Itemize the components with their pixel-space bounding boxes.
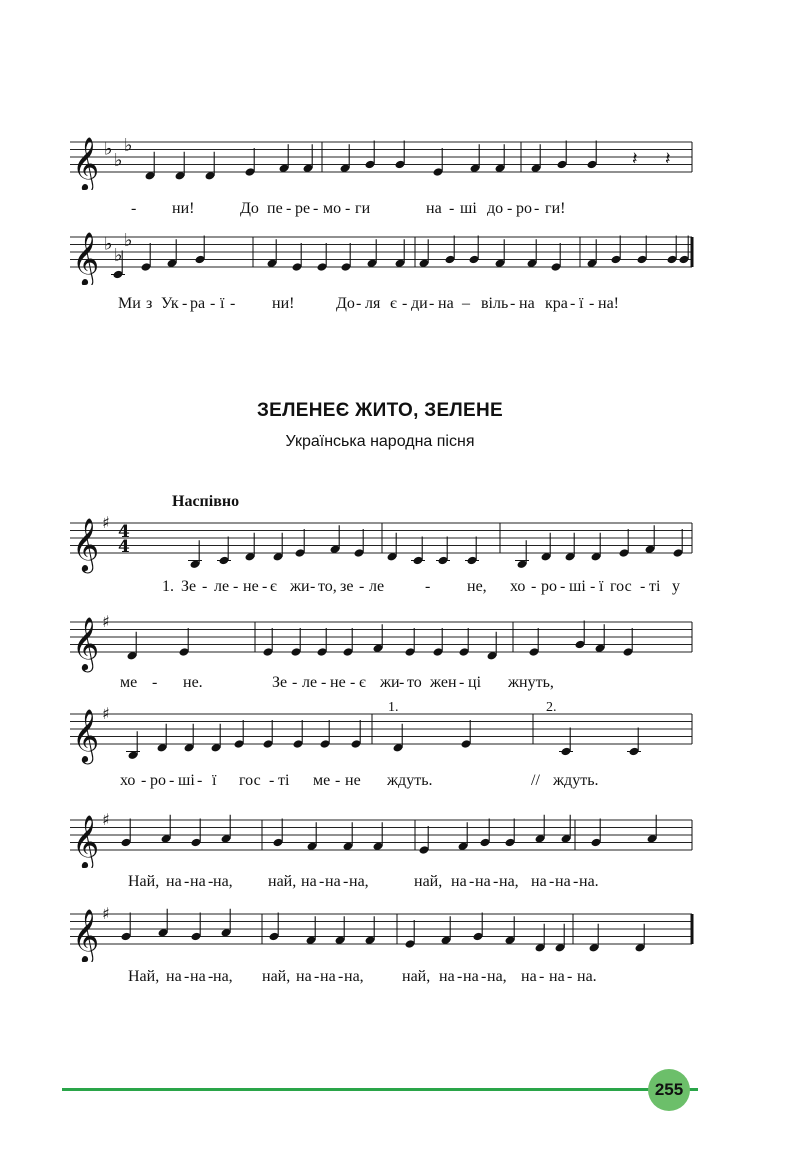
lyric-syllable: ни!	[172, 200, 195, 217]
flat-sign-icon: ♭	[124, 134, 133, 156]
lyric-syllable: -	[560, 578, 566, 595]
lyric-syllable: -	[590, 578, 596, 595]
treble-clef-icon: 𝄞	[72, 231, 100, 285]
lyric-syllable: -	[131, 200, 137, 217]
volta-first-ending: 1.	[388, 700, 399, 715]
lyric-syllable: Зе	[181, 578, 197, 595]
treble-clef-icon: 𝄞	[72, 616, 100, 670]
lyric-syllable: у	[672, 578, 680, 595]
lyric-syllable: -	[481, 968, 487, 985]
lyric-syllable: -	[286, 200, 292, 217]
lyric-syllable: ра	[190, 295, 206, 312]
sharp-sign-icon: ♯	[102, 612, 110, 631]
lyric-syllable: -	[429, 295, 435, 312]
lyric-syllable: жи	[380, 674, 400, 691]
lyric-syllable: -	[184, 968, 190, 985]
sharp-sign-icon: ♯	[102, 904, 110, 923]
song-subtitle: Українська народна пісня	[285, 433, 475, 450]
lyric-syllable: -	[184, 873, 190, 890]
lyric-syllable: ги!	[545, 200, 566, 217]
lyric-syllable: -	[262, 578, 268, 595]
lyric-syllable: на	[166, 968, 182, 985]
treble-clef-icon: 𝄞	[72, 708, 100, 762]
lyrics-line-5	[0, 772, 800, 796]
lyric-syllable: хо	[120, 772, 136, 789]
sharp-sign-icon: ♯	[102, 704, 110, 723]
lyrics-line-4	[0, 674, 800, 698]
lyric-syllable: ші	[460, 200, 477, 217]
staff-line-1	[0, 130, 800, 190]
time-signature-top: 4	[118, 522, 130, 542]
staff-line-4	[0, 608, 800, 673]
staff-4-notation	[0, 608, 800, 673]
lyric-syllable: -	[310, 578, 316, 595]
lyric-syllable: є	[390, 295, 397, 312]
staff-group	[70, 513, 692, 573]
lyric-syllable: на	[320, 968, 336, 985]
lyric-syllable: -	[319, 873, 325, 890]
lyric-syllable: -	[493, 873, 499, 890]
lyric-syllable: на	[519, 295, 535, 312]
lyric-syllable: не,	[467, 578, 487, 595]
treble-clef-icon: 𝄞	[72, 908, 100, 962]
song-title: ЗЕЛЕНЕЄ ЖИТО, ЗЕЛЕНЕ	[256, 400, 504, 421]
lyric-syllable: на,	[499, 873, 519, 890]
staff-group	[70, 612, 692, 672]
lyric-syllable: на,	[213, 968, 233, 985]
lyric-syllable: на.	[577, 968, 597, 985]
treble-clef-icon: 𝄞	[72, 814, 100, 868]
lyric-syllable: ждуть.	[387, 772, 433, 789]
lyric-syllable: ждуть.	[553, 772, 599, 789]
tempo-marking: Наспівно	[172, 493, 240, 510]
lyric-syllable: -	[359, 578, 365, 595]
lyric-syllable: -	[534, 200, 540, 217]
lyric-syllable: ї	[220, 295, 225, 312]
treble-clef-icon: 𝄞	[72, 517, 100, 571]
lyric-syllable: кра	[545, 295, 568, 312]
lyric-syllable: Ук	[161, 295, 179, 312]
lyric-syllable: не	[345, 772, 361, 789]
lyric-syllable: -	[335, 772, 341, 789]
lyric-syllable: -	[208, 873, 214, 890]
lyric-syllable: то	[407, 674, 422, 691]
lyric-syllable: -	[570, 295, 576, 312]
lyric-syllable: -	[510, 295, 516, 312]
lyrics-line-6	[0, 873, 800, 897]
lyrics-line-2	[0, 295, 800, 319]
flat-sign-icon: ♭	[104, 138, 113, 160]
lyric-syllable: на	[451, 873, 467, 890]
lyric-syllable: //	[531, 772, 540, 789]
lyric-syllable: на,	[213, 873, 233, 890]
lyric-syllable: на	[555, 873, 571, 890]
lyric-syllable: -	[292, 674, 298, 691]
flat-sign-icon: ♭	[124, 229, 133, 251]
lyric-syllable: ме	[120, 674, 138, 691]
flat-sign-icon: ♭	[114, 244, 123, 266]
lyric-syllable: -	[141, 772, 147, 789]
lyric-syllable: не.	[183, 674, 203, 691]
lyric-syllable: Най,	[128, 968, 160, 985]
lyric-syllable: ме	[313, 772, 331, 789]
lyric-syllable: -	[345, 200, 351, 217]
lyric-syllable: най,	[262, 968, 291, 985]
lyric-syllable: ті	[649, 578, 661, 595]
lyric-syllable: -	[567, 968, 573, 985]
lyric-syllable: -	[202, 578, 208, 595]
lyric-syllable: -	[531, 578, 537, 595]
staff-group	[70, 810, 692, 868]
lyric-syllable: ці	[468, 674, 482, 691]
lyric-syllable: -	[539, 968, 545, 985]
lyric-syllable: на	[190, 968, 206, 985]
lyric-syllable: на	[301, 873, 317, 890]
time-signature-bottom: 4	[118, 537, 130, 557]
lyric-syllable: на	[438, 295, 454, 312]
lyric-syllable: -	[573, 873, 579, 890]
staff-group	[70, 704, 692, 764]
lyric-syllable: ля	[365, 295, 381, 312]
lyric-syllable: не	[330, 674, 346, 691]
lyric-syllable: мо	[323, 200, 342, 217]
lyric-syllable: -	[469, 873, 475, 890]
lyric-syllable: хо	[510, 578, 526, 595]
lyric-syllable: -	[314, 968, 320, 985]
lyric-syllable: жен	[430, 674, 457, 691]
lyric-syllable: гос	[610, 578, 632, 595]
lyric-syllable: -	[210, 295, 216, 312]
lyric-syllable: пе	[267, 200, 283, 217]
lyric-syllable: на	[531, 873, 547, 890]
lyric-syllable: -	[230, 295, 236, 312]
lyrics-line-3	[0, 578, 800, 602]
lyric-syllable: -	[589, 295, 595, 312]
lyric-syllable: ї	[579, 295, 584, 312]
lyric-syllable: -	[459, 674, 465, 691]
lyric-syllable: -	[233, 578, 239, 595]
lyric-syllable: -	[507, 200, 513, 217]
lyric-syllable: Зе	[272, 674, 288, 691]
lyric-syllable: -	[169, 772, 175, 789]
lyric-syllable: -	[402, 295, 408, 312]
lyric-syllable: най,	[414, 873, 443, 890]
lyric-syllable: -	[425, 578, 431, 595]
lyric-syllable: ре	[295, 200, 311, 217]
lyric-syllable: ле	[302, 674, 318, 691]
lyric-syllable: на	[426, 200, 442, 217]
lyric-syllable: най,	[402, 968, 431, 985]
lyric-syllable: -	[350, 674, 356, 691]
lyric-syllable: на	[439, 968, 455, 985]
staff-line-7	[0, 902, 800, 962]
lyric-syllable: жи	[290, 578, 310, 595]
staff-line-6	[0, 808, 800, 868]
lyric-syllable: ни!	[272, 295, 295, 312]
lyric-syllable: ї	[599, 578, 604, 595]
lyric-syllable: ро	[150, 772, 166, 789]
staff-group	[70, 230, 692, 285]
staff-line-2	[0, 225, 800, 285]
staff-group	[70, 904, 692, 962]
lyric-syllable: не	[243, 578, 259, 595]
staff-3-notation	[0, 505, 800, 575]
lyric-syllable: на	[549, 968, 565, 985]
lyric-syllable: то,	[318, 578, 337, 595]
lyric-syllable: віль	[481, 295, 509, 312]
lyric-syllable: на	[325, 873, 341, 890]
lyric-syllable: ші	[569, 578, 586, 595]
lyric-syllable: на.	[579, 873, 599, 890]
lyrics-line-7	[0, 968, 800, 992]
lyrics-line-1	[0, 200, 800, 224]
lyric-syllable: ле	[369, 578, 385, 595]
lyric-syllable: на	[463, 968, 479, 985]
lyric-syllable: на	[475, 873, 491, 890]
lyric-syllable: -	[313, 200, 319, 217]
lyric-syllable: ї	[212, 772, 217, 789]
sharp-sign-icon: ♯	[102, 810, 110, 829]
treble-clef-icon: 𝄞	[72, 136, 100, 190]
lyric-syllable: -	[399, 674, 405, 691]
quarter-rest-icon: 𝄽	[665, 148, 671, 170]
lyric-syllable: ро	[541, 578, 557, 595]
lyric-syllable: на,	[487, 968, 507, 985]
lyric-syllable: Най,	[128, 873, 160, 890]
lyric-syllable: -	[269, 772, 275, 789]
staff-5-notation	[0, 696, 800, 771]
flat-sign-icon: ♭	[114, 149, 123, 171]
lyric-syllable: 1.	[162, 578, 174, 595]
quarter-rest-icon: 𝄽	[632, 148, 638, 170]
lyric-syllable: До	[240, 200, 259, 217]
lyric-syllable: ги	[355, 200, 371, 217]
staff-line-5	[0, 696, 800, 771]
lyric-syllable: -	[182, 295, 188, 312]
lyric-syllable: -	[449, 200, 455, 217]
lyric-syllable: -	[356, 295, 362, 312]
lyric-syllable: До	[336, 295, 355, 312]
lyric-syllable: ті	[278, 772, 290, 789]
lyric-syllable: з	[146, 295, 153, 312]
lyric-syllable: зе	[340, 578, 354, 595]
lyric-syllable: ди	[411, 295, 428, 312]
lyric-syllable: -	[457, 968, 463, 985]
lyric-syllable: на	[521, 968, 537, 985]
flat-sign-icon: ♭	[104, 233, 113, 255]
staff-7-notation	[0, 902, 800, 962]
lyric-syllable: на!	[598, 295, 619, 312]
lyric-syllable: є	[359, 674, 366, 691]
volta-second-ending: 2.	[546, 700, 557, 715]
staff-group	[70, 135, 692, 190]
lyric-syllable: най,	[268, 873, 297, 890]
lyric-syllable: ро	[516, 200, 532, 217]
lyric-syllable: ле	[214, 578, 230, 595]
lyric-syllable: -	[343, 873, 349, 890]
lyric-syllable: на,	[349, 873, 369, 890]
sharp-sign-icon: ♯	[102, 513, 110, 532]
lyric-syllable: ші	[178, 772, 195, 789]
lyric-syllable: до	[487, 200, 504, 217]
lyric-syllable: на	[190, 873, 206, 890]
lyric-syllable: -	[208, 968, 214, 985]
lyric-syllable: на	[296, 968, 312, 985]
lyric-syllable: жнуть,	[508, 674, 554, 691]
staff-1-notation	[0, 130, 800, 190]
lyric-syllable: –	[462, 295, 470, 312]
staff-2-notation	[0, 225, 800, 285]
footer-divider	[62, 1088, 698, 1091]
lyric-syllable: -	[338, 968, 344, 985]
staff-6-notation	[0, 808, 800, 868]
lyric-syllable: -	[321, 674, 327, 691]
lyric-syllable: -	[549, 873, 555, 890]
lyric-syllable: -	[640, 578, 646, 595]
staff-line-3	[0, 505, 800, 575]
lyric-syllable: -	[152, 674, 158, 691]
lyric-syllable: гос	[239, 772, 261, 789]
lyric-syllable: Ми	[118, 295, 141, 312]
page-number-badge: 255	[648, 1069, 690, 1111]
lyric-syllable: є	[270, 578, 277, 595]
lyric-syllable: на	[166, 873, 182, 890]
lyric-syllable: на,	[344, 968, 364, 985]
lyric-syllable: -	[197, 772, 203, 789]
